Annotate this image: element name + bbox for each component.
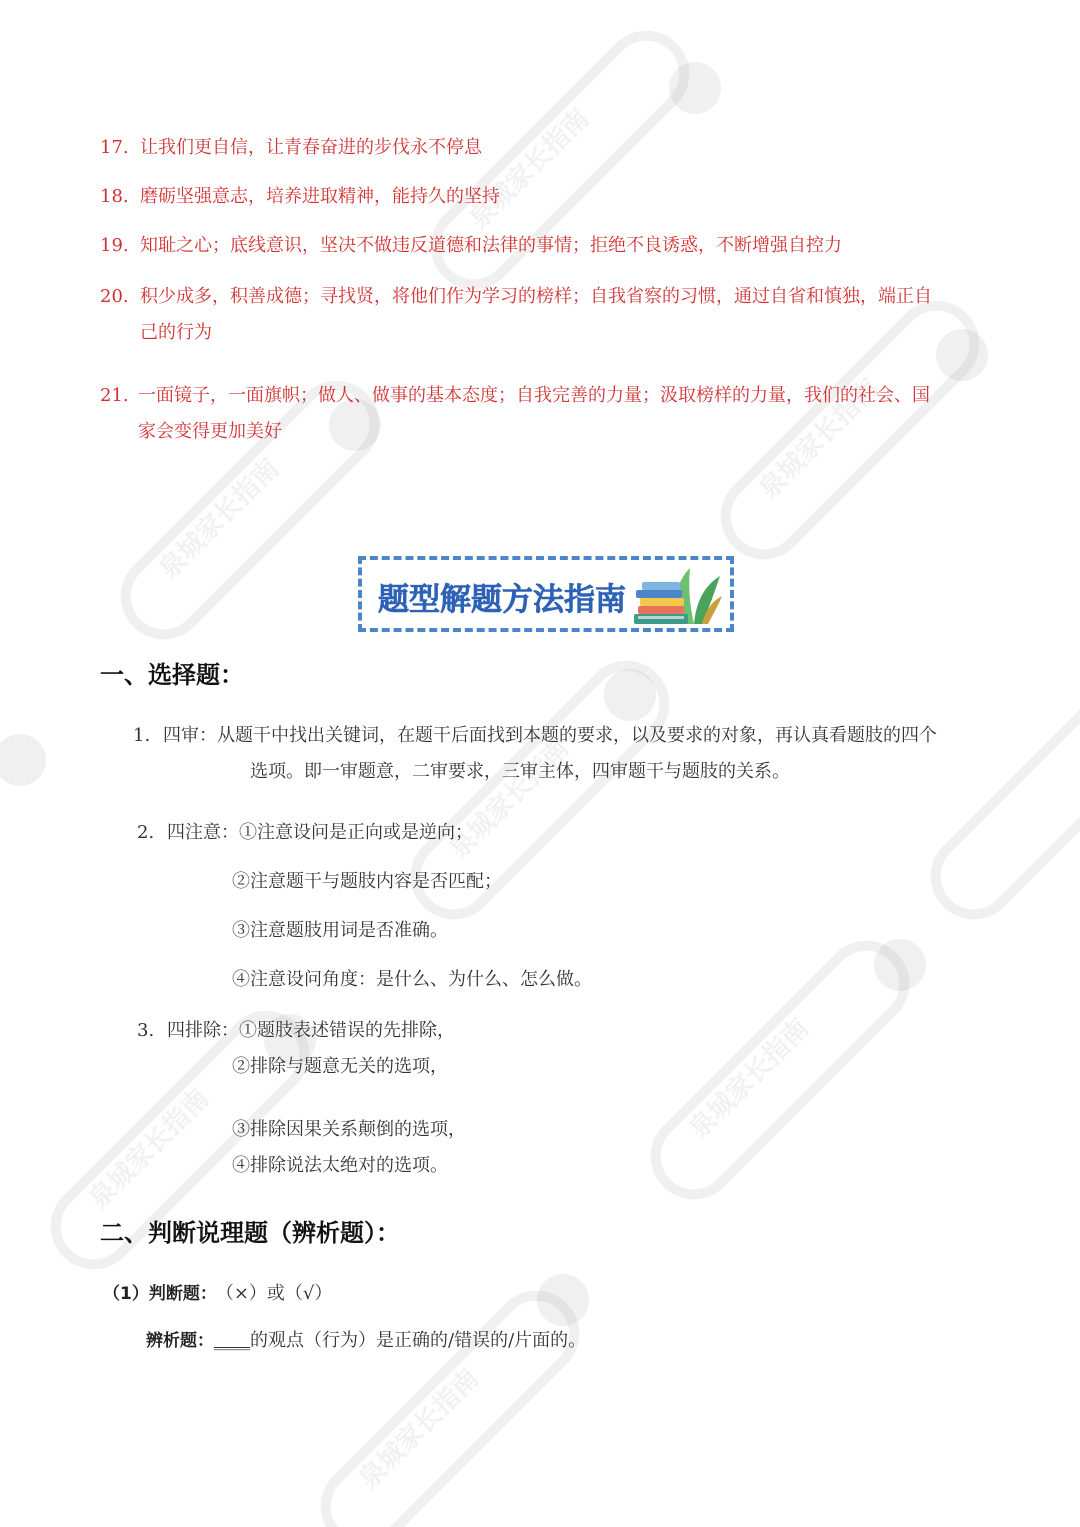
answer-item-20 — [100, 282, 932, 308]
books-plant-icon — [632, 562, 724, 632]
banner-title: 题型解题方法指南 — [378, 582, 626, 618]
choice-tip-3 — [137, 1016, 455, 1042]
tip-lead: 四注意： — [167, 822, 239, 843]
choice-tip-1-cont: 选项。即一审题意，二审要求，三审主体，四审题干与题肢的关系。 — [250, 761, 790, 782]
tip-item: ①注意设问是正向或是逆向； — [239, 822, 473, 843]
choice-tip-1 — [133, 721, 937, 747]
answer-blank: ____ — [214, 1330, 250, 1351]
item-number: 19. — [100, 235, 129, 256]
tip-number: 3. — [137, 1020, 155, 1041]
item-text: 己的行为 — [140, 322, 212, 343]
item-number: 21. — [100, 385, 129, 406]
item-text: 让我们更自信，让青春奋进的步伐永不停息 — [140, 137, 482, 158]
tip-number: 2. — [137, 822, 155, 843]
tip-item: ④注意设问角度：是什么、为什么、怎么做。 — [232, 969, 592, 990]
tip-text: 四审：从题干中找出关键词，在题干后面找到本题的要求，以及要求的对象，再认真看题肢的四个 — [163, 725, 937, 746]
watermark-text: 泉城家长指南 — [83, 1083, 216, 1215]
tip-item: ②排除与题意无关的选项， — [232, 1056, 448, 1077]
item-number: 18. — [100, 186, 129, 207]
tip-number: 1. — [133, 725, 151, 746]
analysis-question — [146, 1326, 586, 1352]
tip-item: ③注意题肢用词是否准确。 — [232, 920, 448, 941]
section-heading-choice: 一、选择题： — [100, 661, 244, 689]
item-text: 磨砺坚强意志，培养进取精神，能持久的坚持 — [140, 186, 500, 207]
watermark-text: 泉城家长指南 — [463, 103, 596, 235]
question-label: 辨析题： — [146, 1331, 214, 1351]
item-text: 家会变得更加美好 — [138, 421, 282, 442]
tip-item: ④排除说法太绝对的选项。 — [232, 1155, 448, 1176]
answer-item-20-cont — [140, 318, 212, 344]
answer-item-19 — [100, 231, 842, 257]
watermark-text: 泉城家长指南 — [753, 373, 886, 505]
item-number: 20. — [100, 286, 129, 307]
section-heading-judgement: 二、判断说理题（辨析题）： — [100, 1219, 400, 1247]
question-value: （×）或（√） — [224, 1283, 333, 1304]
tip-lead: 四排除： — [167, 1020, 239, 1041]
answer-item-21 — [100, 381, 930, 407]
item-text: 知耻之心；底线意识，坚决不做违反道德和法律的事情；拒绝不良诱惑，不断增强自控力 — [140, 235, 842, 256]
section-banner — [358, 556, 734, 632]
watermark-text: 泉城家长指南 — [683, 1013, 816, 1145]
tip-item: ①题肢表述错误的先排除， — [239, 1020, 455, 1041]
tip-item: ②注意题干与题肢内容是否匹配； — [232, 871, 502, 892]
answer-item-18 — [100, 182, 500, 208]
watermark-text: 泉城家长指南 — [353, 1363, 486, 1495]
item-text: 积少成多，积善成德；寻找贤，将他们作为学习的榜样；自我省察的习惯，通过自省和慎独，端正自 — [140, 286, 932, 307]
judgement-question — [103, 1279, 332, 1305]
tip-item: ③排除因果关系颠倒的选项， — [232, 1119, 466, 1140]
watermark-text: 泉城家长指南 — [153, 453, 286, 585]
answer-item-17 — [100, 133, 482, 159]
choice-tip-2 — [137, 818, 473, 844]
item-number: 17. — [100, 137, 129, 158]
question-label: （1）判断题： — [103, 1284, 217, 1304]
question-value: 的观点（行为）是正确的/错误的/片面的。 — [250, 1330, 587, 1351]
answer-item-21-cont — [138, 417, 282, 443]
watermark-text: 泉城家长指南 — [443, 733, 576, 865]
item-text: 一面镜子，一面旗帜；做人、做事的基本态度；自我完善的力量；汲取榜样的力量，我们的社会、国 — [138, 385, 930, 406]
